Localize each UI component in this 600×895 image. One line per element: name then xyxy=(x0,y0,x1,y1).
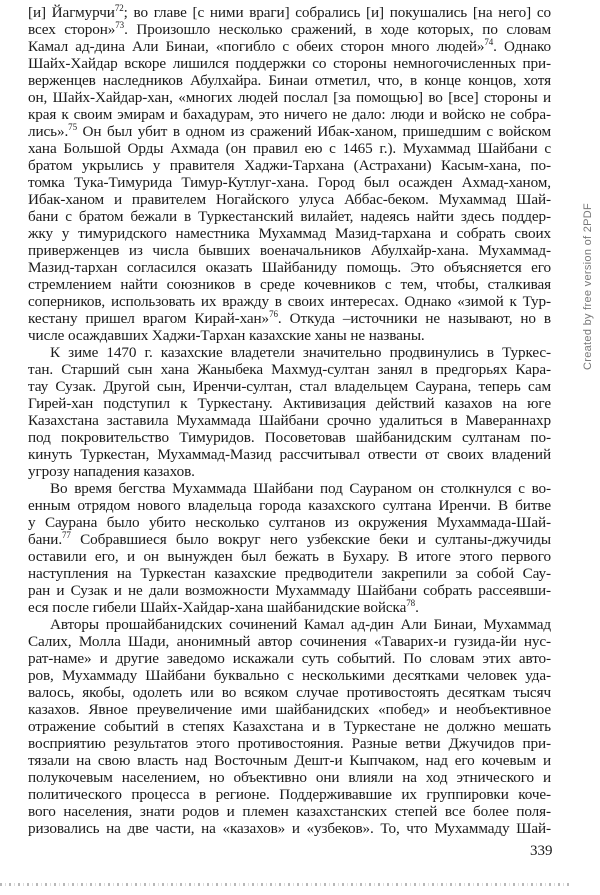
paragraph xyxy=(28,616,551,837)
footnote-ref: 73 xyxy=(115,20,125,30)
text-line xyxy=(28,701,551,718)
text-line xyxy=(28,225,551,242)
text-line xyxy=(28,174,551,191)
text-segment: . Откуда –источники не называют, но в xyxy=(277,310,552,327)
text-segment: бани. xyxy=(28,531,63,548)
footnote-ref: 74 xyxy=(484,37,494,47)
text-line xyxy=(28,276,551,293)
text-line xyxy=(28,378,551,395)
text-line xyxy=(28,514,551,531)
text-segment: Мазид-тархан согласился оказать Шайбаниду помощь. Это объясняется его xyxy=(28,259,551,276)
text-segment: верженцев наследников Абулхайра. Бинаи отметил, что, в конце концов, хотя xyxy=(28,72,551,89)
text-segment: лись». xyxy=(28,123,69,140)
text-line xyxy=(28,395,551,412)
paragraph xyxy=(28,480,551,616)
text-line xyxy=(28,191,551,208)
text-line xyxy=(28,803,551,820)
text-line xyxy=(28,820,551,837)
text-segment: Во время бегства Мухаммада Шайбани под Саураном он столкнулся с во- xyxy=(50,480,551,497)
text-segment: казахов. Явное преувеличение ими шайбанидских «побед» и необъективное xyxy=(28,701,551,718)
text-segment: . Однако xyxy=(493,38,551,55)
footnote-ref: 78 xyxy=(406,598,416,608)
text-segment: восприятию результатов этого противостояния. Разные ветви Джучидов при- xyxy=(28,735,551,752)
text-line xyxy=(28,786,551,803)
text-line xyxy=(28,650,551,667)
text-line xyxy=(28,599,551,616)
text-segment: Ибак-ханом и правителем Ногайского улуса Аббас-беком. Мухаммад Шай- xyxy=(28,191,551,208)
text-segment: соперников, использовать их вражду в своих интересах. Однако «зимой к Тур- xyxy=(28,293,551,310)
text-line xyxy=(28,106,551,123)
text-segment: еся после гибели Шайх-Хайдар-хана шайбанидские войска xyxy=(28,599,407,616)
text-line xyxy=(28,718,551,735)
text-line xyxy=(28,582,551,599)
text-segment: . Произошло несколько сражений, в ходе которых, по словам xyxy=(124,21,551,38)
text-segment: братом укрылись у правителя Хаджи-Тархана (Астрахани) Касым-хана, по- xyxy=(28,157,551,174)
text-line xyxy=(28,752,551,769)
text-segment: вого населения, знати родов и племен казахстанских степей все более поля- xyxy=(28,803,551,820)
text-line xyxy=(28,565,551,582)
text-segment: политического процесса в регионе. Поддерживавшие их группировки коче- xyxy=(28,786,551,803)
text-line xyxy=(28,361,551,378)
text-segment: под покровительство Тимуридов. Посоветовав шайбанидским султанам по- xyxy=(28,429,551,446)
text-segment: ; во главе [с ними враги] собрались [и] покушались [на него] со xyxy=(123,4,551,21)
text-segment: числе осаждавших Хаджи-Тархан казахские ханы не названы. xyxy=(28,327,425,344)
text-segment: полукочевым населением, но объективно они влияли на ход этнического и xyxy=(28,769,551,786)
text-line xyxy=(28,310,551,327)
text-line xyxy=(28,463,551,480)
text-segment: Он был убит в одном из сражений Ибак-ханом, пришедшим с войском xyxy=(76,123,551,140)
text-segment: Собравшиеся было вокруг него узбекские беки и султаны-джучиды xyxy=(70,531,551,548)
text-segment: хана Большой Орды Ахмада (он правил ею с 1465 г.). Мухаммад Шайбани с xyxy=(28,140,551,157)
text-segment: угрозу нападения казахов. xyxy=(28,463,195,480)
text-segment: всех сторон» xyxy=(28,21,116,38)
text-segment: оставили его, и он вынужден был бежать в Бухару. В итоге этого первого xyxy=(28,548,551,565)
text-segment: Шайх-Хайдар вскоре лишился поддержки со стороны немногочисленных при- xyxy=(28,55,551,72)
text-segment: наступления на Туркестан казахские предводители закрепили за собой Сау- xyxy=(28,565,551,582)
text-segment: Гирей-хан подступил к Туркестану. Активизация действий казахов на юге xyxy=(28,395,551,412)
text-line xyxy=(28,429,551,446)
text-line xyxy=(28,446,551,463)
body-text xyxy=(28,4,551,837)
text-segment: Салих, Молла Шади, анонимный автор сочинения «Таварих-и гузида-йи нус- xyxy=(28,633,551,650)
text-line xyxy=(28,140,551,157)
text-line xyxy=(28,72,551,89)
text-line xyxy=(28,497,551,514)
text-line xyxy=(28,548,551,565)
scan-artifact-line xyxy=(0,883,570,886)
text-segment: бани с братом бежали в Туркестанский вилайет, надеясь найти здесь поддер- xyxy=(28,208,551,225)
text-line xyxy=(28,531,551,548)
text-segment: тязали на свою власть над Восточным Дешт-и Кыпчаком, над его кочевым и xyxy=(28,752,551,769)
text-line xyxy=(28,735,551,752)
text-segment: . xyxy=(415,599,419,616)
text-segment: ран и Сузак и не дали возможности Мухаммаду Шайбани собрать рассеявши- xyxy=(28,582,551,599)
text-segment: рат-наме» и другие заведомо искажали суть событий. По словам этих авто- xyxy=(28,650,551,667)
text-segment: [и] Йагмурчи xyxy=(28,4,115,21)
footnote-ref: 77 xyxy=(62,530,71,540)
text-line xyxy=(28,89,551,106)
text-line xyxy=(28,38,551,55)
text-segment: он, Шайх-Хайдар-хан, «многих людей послал [за помощью] во [все] стороны и xyxy=(28,89,551,106)
text-segment: Казахстана заставила Мухаммада Шайбани срочно удалиться в Мавераннахр xyxy=(28,412,551,429)
footnote-ref: 72 xyxy=(114,3,124,13)
text-line xyxy=(28,208,551,225)
text-line xyxy=(28,123,551,140)
text-line xyxy=(28,293,551,310)
text-line xyxy=(28,21,551,38)
text-segment: тан. Старший сын хана Жаныбека Махмуд-султан занял в предгорьях Кара- xyxy=(28,361,551,378)
text-segment: приверженцев из числа бывших военачальников Абулхайр-хана. Мухаммад- xyxy=(28,242,551,259)
text-segment: ризовались на две части, на «казахов» и «узбеков». То, что Мухаммаду Шай- xyxy=(28,820,551,837)
text-line xyxy=(28,157,551,174)
text-line xyxy=(28,769,551,786)
text-segment: жку у тимуридского наместника Мухаммад Мазид-тархана и собрать своих xyxy=(28,225,551,242)
footnote-ref: 76 xyxy=(269,309,278,319)
text-line xyxy=(28,344,551,361)
text-line xyxy=(28,259,551,276)
watermark: Created by free version of 2PDF xyxy=(582,202,594,370)
page-number: 339 xyxy=(530,843,553,859)
text-segment: кестану пришел врагом Кирай-хан» xyxy=(28,310,270,327)
text-segment: ров, Мухаммаду Шайбани буквально с несколькими десятками человек уда- xyxy=(28,667,551,684)
text-segment: томка Тука-Тимурида Тимур-Кутлуг-хана. Город был осажден Ахмад-ханом, xyxy=(28,174,551,191)
text-line xyxy=(28,684,551,701)
text-line xyxy=(28,667,551,684)
text-segment: края к своим эмирам и бахадурам, это ничего не дало: люди и войско не собра- xyxy=(28,106,551,123)
text-line xyxy=(28,327,551,344)
text-segment: валось, якобы, одолеть или во всяком случае противостоять десяткам тысяч xyxy=(28,684,551,701)
text-segment: отражение событий в степях Казахстана и в Туркестане не должно мешать xyxy=(28,718,551,735)
text-segment: Камал ад-дина Али Бинаи, «погибло с обеих сторон много людей» xyxy=(28,38,485,55)
footnote-ref: 75 xyxy=(68,122,77,132)
paragraph xyxy=(28,4,551,344)
paragraph xyxy=(28,344,551,480)
text-line xyxy=(28,4,551,21)
text-line xyxy=(28,55,551,72)
text-line xyxy=(28,412,551,429)
text-segment: Авторы прошайбанидских сочинений Камал ад-дин Али Бинаи, Мухаммад xyxy=(50,616,551,633)
text-segment: у Саурана было убито несколько султанов из окружения Мухаммада-Шай- xyxy=(28,514,551,531)
text-segment: стремлением найти союзников в среде кочевников с тем, чтобы, сталкивая xyxy=(28,276,551,293)
text-line xyxy=(28,616,551,633)
text-line xyxy=(28,480,551,497)
text-line xyxy=(28,242,551,259)
text-segment: К зиме 1470 г. казахские владетели значительно продвинулись в Туркес- xyxy=(50,344,551,361)
text-segment: тау Сузак. Другой сын, Иренчи-султан, стал владельцем Саурана, теперь сам xyxy=(28,378,551,395)
text-segment: кинуть Туркестан, Мухаммад-Мазид рассчитывал отвести от своих владений xyxy=(28,446,551,463)
text-line xyxy=(28,633,551,650)
text-segment: енным отрядом нового владельца города казахского султана Иренчи. В битве xyxy=(28,497,551,514)
